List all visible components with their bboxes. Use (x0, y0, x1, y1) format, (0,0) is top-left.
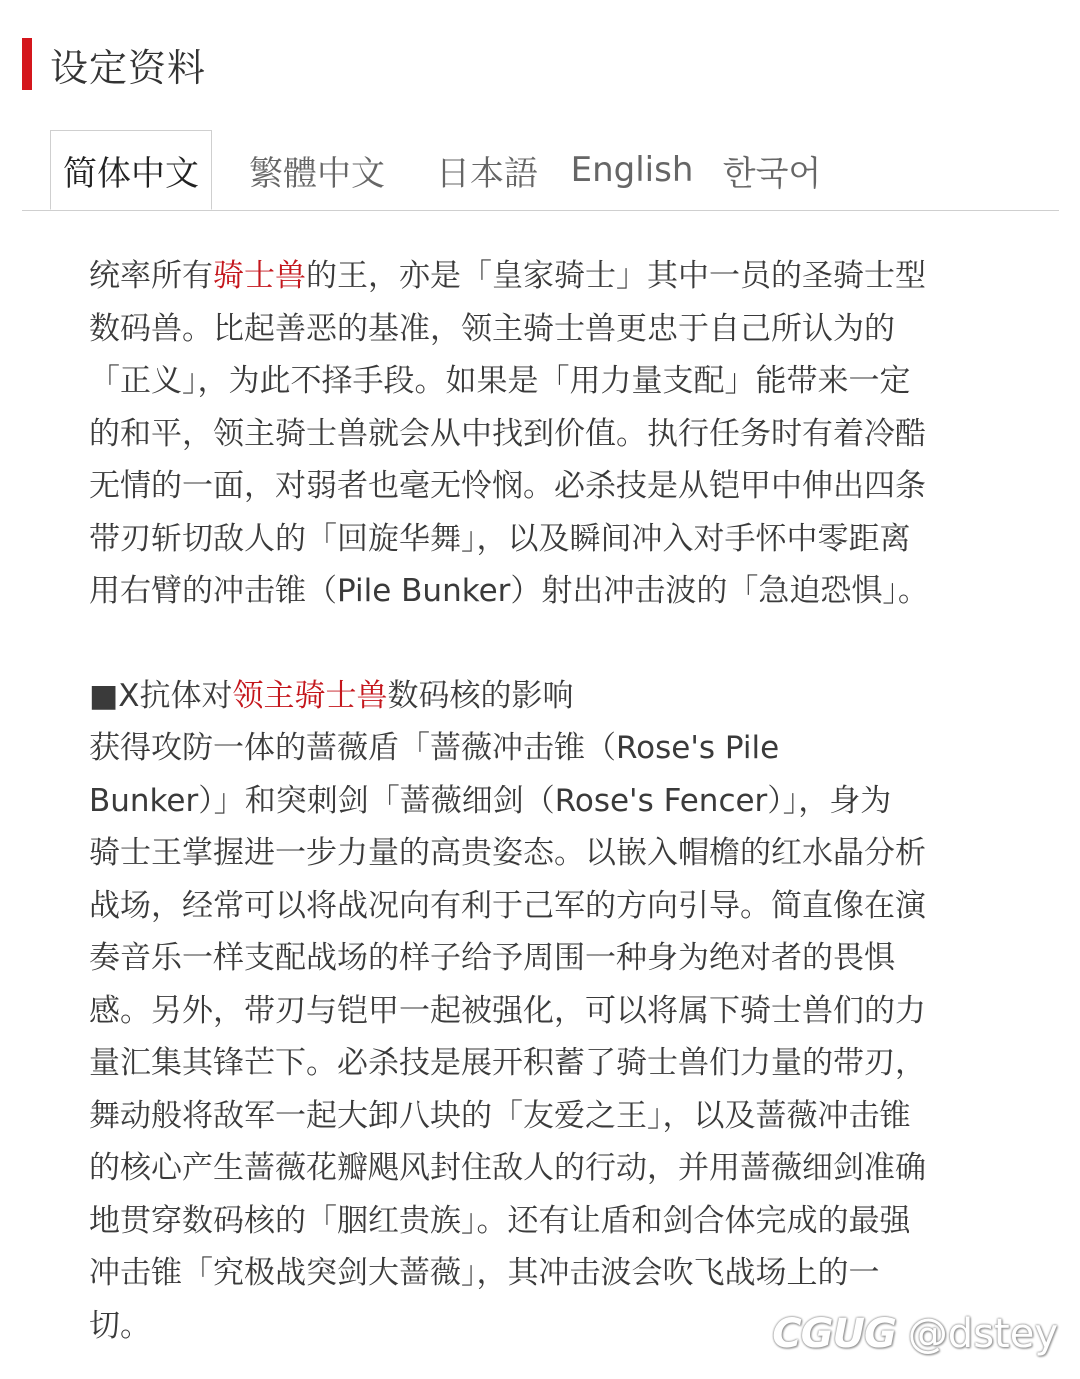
text-line: 舞动般将敌军一起大卸八块的「友爱之王」，以及蔷薇冲击锥 (89, 1097, 911, 1134)
paragraph-spacer (89, 618, 989, 670)
text-line: 地贯穿数码核的「胭红贵族」。还有让盾和剑合体完成的最强 (89, 1202, 911, 1239)
text-line: 无情的一面，对弱者也毫无怜悯。必杀技是从铠甲中伸出四条 (89, 468, 926, 504)
text-line: 统率所有骑士兽的王，亦是「皇家骑士」其中一员的圣骑士型 (89, 258, 926, 294)
text-line: 量汇集其锋芒下。必杀技是展开积蓄了骑士兽们力量的带刃， (89, 1045, 926, 1081)
header-accent-bar (22, 38, 32, 90)
tab-korean[interactable]: 한국어 (722, 153, 822, 194)
text-line: 的和平，领主骑士兽就会从中找到价值。执行任务时有着冷酷 (89, 415, 926, 452)
text-line: 切。 (89, 1307, 151, 1344)
text-line: 获得攻防一体的蔷薇盾「蔷薇冲击锥（Rose's Pile (89, 730, 780, 766)
tab-simplified-chinese[interactable]: 简体中文 (50, 130, 212, 210)
description-content (89, 250, 989, 1352)
x-antibody-paragraph (89, 670, 989, 1353)
description-paragraph (89, 250, 989, 618)
text-line: 「正义」，为此不择手段。如果是「用力量支配」能带来一定 (89, 363, 911, 399)
text-line: 的核心产生蔷薇花瓣飓风封住敌人的行动，并用蔷薇细剑准确 (89, 1150, 926, 1186)
page-title: 设定资料 (50, 45, 207, 90)
language-tabs (22, 130, 1059, 211)
lordknightmon-link[interactable]: 领主骑士兽 (232, 677, 388, 714)
text-line: 感。另外，带刃与铠甲一起被强化，可以将属下骑士兽们的力 (89, 992, 926, 1029)
knightmon-link[interactable]: 骑士兽 (213, 258, 306, 294)
x-antibody-heading: ■X抗体对领主骑士兽数码核的影响 (89, 677, 574, 714)
tab-traditional-chinese[interactable]: 繁體中文 (249, 153, 385, 194)
text-line: 冲击锥「究极战突剑大蔷薇」，其冲击波会吹飞战场上的一 (89, 1255, 880, 1291)
watermark-logo: CGUG (772, 1311, 896, 1357)
section-header (22, 38, 206, 90)
watermark (772, 1311, 1058, 1357)
text-line: 骑士王掌握进一步力量的高贵姿态。以嵌入帽檐的红水晶分析 (89, 835, 926, 871)
text-line: Bunker）」和突刺剑「蔷薇细剑（Rose's Fencer）」，身为 (89, 782, 892, 819)
text-line: 奏音乐一样支配战场的样子给予周围一种身为绝对者的畏惧 (89, 940, 895, 976)
tab-japanese[interactable]: 日本語 (436, 153, 538, 194)
tab-english[interactable]: English (570, 150, 694, 190)
text-line: 战场，经常可以将战况向有利于己军的方向引导。简直像在演 (89, 887, 926, 924)
watermark-handle: @dstey (907, 1311, 1058, 1357)
text-line: 用右臂的冲击锥（Pile Bunker）射出冲击波的「急迫恐惧」。 (89, 573, 929, 609)
text-line: 带刃斩切敌人的「回旋华舞」，以及瞬间冲入对手怀中零距离 (89, 520, 911, 557)
text-line: 数码兽。比起善恶的基准，领主骑士兽更忠于自己所认为的 (89, 310, 895, 347)
